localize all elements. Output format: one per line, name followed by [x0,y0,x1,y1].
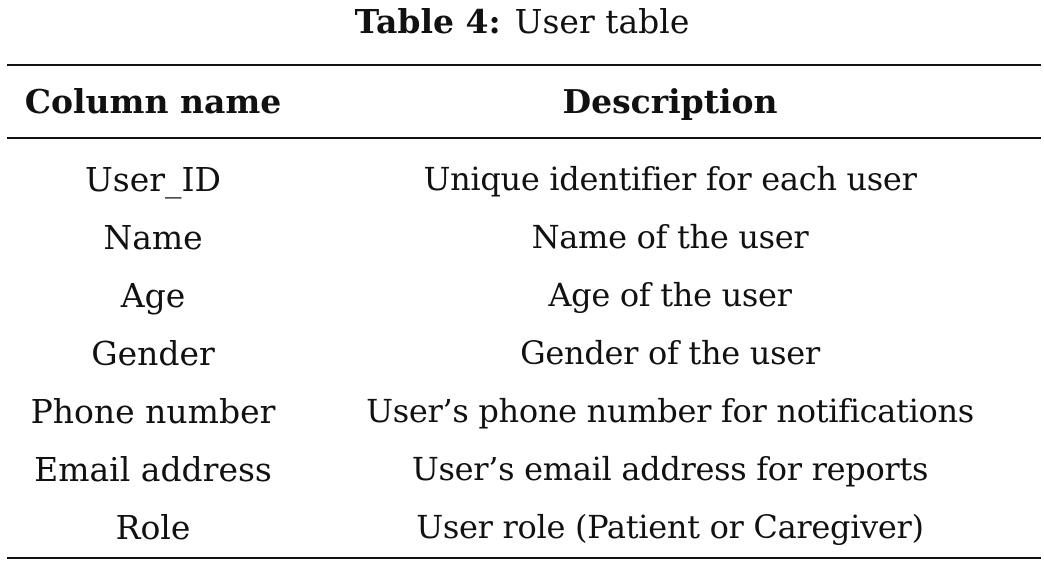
table-header [7,66,1041,137]
cell-column-name: Name [103,217,203,257]
table-caption [0,2,1044,42]
table-row [7,137,1041,208]
bottom-rule [7,557,1041,559]
cell-description: Gender of the user [520,334,820,372]
table-row [7,208,1041,266]
cell-column-name: Gender [91,333,215,373]
cell-column-name: Age [120,275,186,315]
table-row [7,266,1041,324]
table-caption-title: User table [514,2,690,41]
cell-column-name: Phone number [30,391,276,431]
header-column-name: Column name [24,82,282,121]
cell-column-name: Email address [34,449,272,489]
cell-description: User’s phone number for notifications [366,392,974,430]
table-body [7,137,1041,556]
table-row [7,440,1041,498]
cell-description: User role (Patient or Caregiver) [416,508,924,546]
cell-description: Age of the user [548,276,792,314]
table-row [7,498,1041,556]
cell-column-name: Role [115,507,191,547]
header-row [7,66,1041,137]
cell-description: Name of the user [531,218,809,256]
cell-column-name: User_ID [84,159,222,199]
header-description: Description [562,82,778,121]
cell-description: User’s email address for reports [411,450,929,488]
table-row [7,382,1041,440]
table-row [7,324,1041,382]
user-table [7,66,1041,556]
cell-description: Unique identifier for each user [423,160,917,198]
table-caption-label: Table 4: [354,2,501,41]
